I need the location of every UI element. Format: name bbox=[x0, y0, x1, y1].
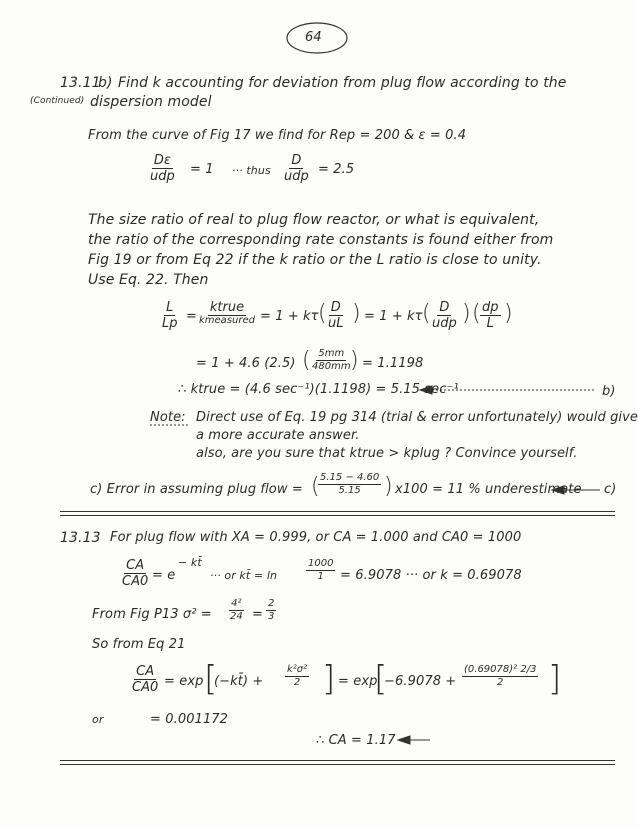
kmeasured-symbol: kmeasured bbox=[199, 315, 255, 326]
plug-flow-line: For plug flow with XA = 0.999, or CA = 1.000 and CA0 = 1000 bbox=[110, 530, 522, 545]
k2n-value: (0.69078)² bbox=[464, 664, 518, 675]
part-c-tail: x100 = 11 % underestimate bbox=[395, 482, 582, 497]
curve-line: From the curve of Fig 17 we find for Rep = 200 & ε = 0.4 bbox=[88, 128, 467, 143]
exp-c: = exp bbox=[338, 674, 378, 689]
arrow-final bbox=[398, 736, 430, 744]
sigma-eq: = bbox=[252, 607, 263, 622]
part-c-label: c) bbox=[604, 482, 617, 497]
eq2: = 2.5 bbox=[318, 162, 355, 177]
part-c-text: c) Error in assuming plug flow = bbox=[90, 482, 303, 497]
paren-open-2: ( bbox=[422, 301, 431, 326]
eq-b: = 1 + kτ bbox=[364, 309, 423, 324]
frac2-denominator: udp bbox=[284, 169, 309, 184]
paren-close-3: ) bbox=[504, 301, 513, 326]
ln-denominator: 1 bbox=[317, 571, 324, 582]
problem-number-1311: 13.11 bbox=[60, 75, 101, 91]
sigma-num2: 2 bbox=[268, 598, 275, 609]
mm5: 5mm bbox=[318, 348, 345, 359]
result-b: ∴ ktrue = (4.6 sec⁻¹)(1.1198) = 5.15 sec⁻¹ bbox=[178, 382, 459, 397]
k2s2-denominator: 2 bbox=[293, 677, 301, 688]
k2s2-numerator: k²σ² bbox=[287, 664, 308, 675]
ln-numerator: 1000 bbox=[308, 558, 334, 569]
fraction-error bbox=[318, 472, 381, 497]
sigma-den1: 24 bbox=[230, 611, 243, 622]
sigma-den2: 3 bbox=[268, 611, 275, 622]
fraction-sigma1 bbox=[228, 598, 245, 623]
note-line-3: also, are you sure that ktrue > kplug ? Convince yourself. bbox=[196, 446, 578, 461]
ca0-symbol-2: CA0 bbox=[132, 680, 159, 695]
page-number: 64 bbox=[305, 30, 322, 45]
part-b-label: b) bbox=[98, 75, 113, 91]
equals-1: = bbox=[186, 309, 197, 324]
exp-a: = exp bbox=[164, 674, 204, 689]
d-symbol-2: D bbox=[439, 300, 450, 315]
fraction-k2n bbox=[462, 664, 538, 689]
exp-superscript: − kt̄ bbox=[178, 556, 202, 569]
udp-symbol: udp bbox=[432, 316, 457, 331]
final-result: ∴ CA = 1.17 bbox=[316, 733, 396, 748]
ca-symbol: CA bbox=[126, 558, 145, 573]
fig-p13-line: From Fig P13 σ² = bbox=[92, 607, 212, 622]
fraction-d-ul bbox=[326, 300, 345, 331]
k2n-denominator: 2 bbox=[497, 677, 504, 688]
bracket-open-1: [ bbox=[204, 659, 218, 699]
frac1-denominator: udp bbox=[150, 169, 175, 184]
fraction-ca-ca0 bbox=[120, 558, 150, 589]
fraction-k2s2 bbox=[285, 664, 309, 689]
fraction-l-lp bbox=[160, 300, 180, 331]
sigma-num1: 4² bbox=[231, 598, 242, 609]
fraction-dp-l bbox=[480, 300, 501, 331]
bottom-divider-1 bbox=[60, 760, 615, 761]
fraction-ln bbox=[306, 558, 335, 583]
fraction-ca-ca0-2 bbox=[130, 664, 160, 695]
exp-b: (−kt̄) + bbox=[214, 674, 264, 689]
ca0-symbol: CA0 bbox=[122, 574, 149, 589]
fraction-ktrue-kmeasured bbox=[197, 300, 257, 326]
paren-open-1: ( bbox=[318, 301, 327, 326]
mm480: 480mm bbox=[312, 361, 351, 372]
result-b-label: b) bbox=[602, 384, 616, 399]
paren-open-c: ( bbox=[311, 474, 320, 499]
fraction-d-udp bbox=[282, 153, 311, 184]
ul-symbol: uL bbox=[328, 316, 344, 331]
heading-line-2: dispersion model bbox=[90, 94, 212, 110]
paren-open-3: ( bbox=[472, 301, 481, 326]
note-line-1: Direct use of Eq. 19 pg 314 (trial & error unfortunately) would give bbox=[196, 410, 638, 425]
eq1: = 1 bbox=[190, 162, 214, 177]
or-line: ··· or kt̄ = ln bbox=[210, 569, 278, 582]
or-tail: = 6.9078 ··· or k = 0.69078 bbox=[340, 568, 522, 583]
problem-number-1313: 13.13 bbox=[60, 530, 101, 546]
fraction-de-udp bbox=[148, 153, 177, 184]
l-symbol: L bbox=[166, 300, 174, 315]
d-symbol-1: D bbox=[330, 300, 341, 315]
or-label: or bbox=[92, 713, 104, 726]
line2-b: = 1.1198 bbox=[362, 356, 424, 371]
paragraph-line-4: Use Eq. 22. Then bbox=[88, 272, 209, 288]
dp-symbol: dp bbox=[482, 300, 499, 315]
eq21-line: So from Eq 21 bbox=[92, 637, 186, 652]
bracket-open-2: [ bbox=[374, 659, 388, 699]
two-thirds: 2/3 bbox=[520, 664, 537, 675]
frac1-numerator: Dε bbox=[153, 153, 171, 168]
ca-symbol-2: CA bbox=[136, 664, 155, 679]
result-1: = 0.001172 bbox=[150, 712, 229, 727]
section-divider-1 bbox=[60, 511, 615, 512]
continued-label: (Continued) bbox=[30, 96, 85, 106]
eq-a: = 1 + kτ bbox=[260, 309, 319, 324]
paren-close-2: ) bbox=[462, 301, 471, 326]
paragraph-line-3: Fig 19 or from Eq 22 if the k ratio or the L ratio is close to unity. bbox=[88, 252, 542, 268]
paren-close-4: ) bbox=[350, 348, 359, 373]
bracket-close-2: ] bbox=[548, 659, 562, 699]
heading-line-1: Find k accounting for deviation from plug flow according to the bbox=[118, 75, 567, 91]
section-divider-2 bbox=[60, 515, 615, 516]
paragraph-line-2: the ratio of the corresponding rate constants is found either from bbox=[88, 232, 554, 248]
error-denominator: 5.15 bbox=[338, 485, 361, 496]
note-label: Note: bbox=[150, 410, 186, 425]
line2-a: = 1 + 4.6 (2.5) bbox=[196, 356, 296, 371]
exp-eq: = e bbox=[152, 568, 176, 583]
fraction-d-udp-2 bbox=[430, 300, 459, 331]
error-numerator: 5.15 − 4.60 bbox=[320, 472, 380, 483]
lp-symbol: Lp bbox=[162, 316, 178, 331]
frac2-numerator: D bbox=[291, 153, 302, 168]
paragraph-line-1: The size ratio of real to plug flow reactor, or what is equivalent, bbox=[88, 212, 540, 228]
ktrue-symbol: ktrue bbox=[209, 300, 245, 315]
paren-open-4: ( bbox=[302, 348, 311, 373]
paren-close-c: ) bbox=[384, 474, 393, 499]
fraction-mm bbox=[310, 348, 353, 373]
l-symbol-2: L bbox=[486, 316, 494, 331]
fraction-sigma2 bbox=[266, 598, 276, 623]
bottom-divider-2 bbox=[60, 764, 615, 765]
bracket-close-1: ] bbox=[322, 659, 336, 699]
exp-d: −6.9078 + bbox=[384, 674, 457, 689]
note-line-2: a more accurate answer. bbox=[196, 428, 360, 443]
thus-label: ··· thus bbox=[232, 164, 271, 177]
paren-close-1: ) bbox=[352, 301, 361, 326]
